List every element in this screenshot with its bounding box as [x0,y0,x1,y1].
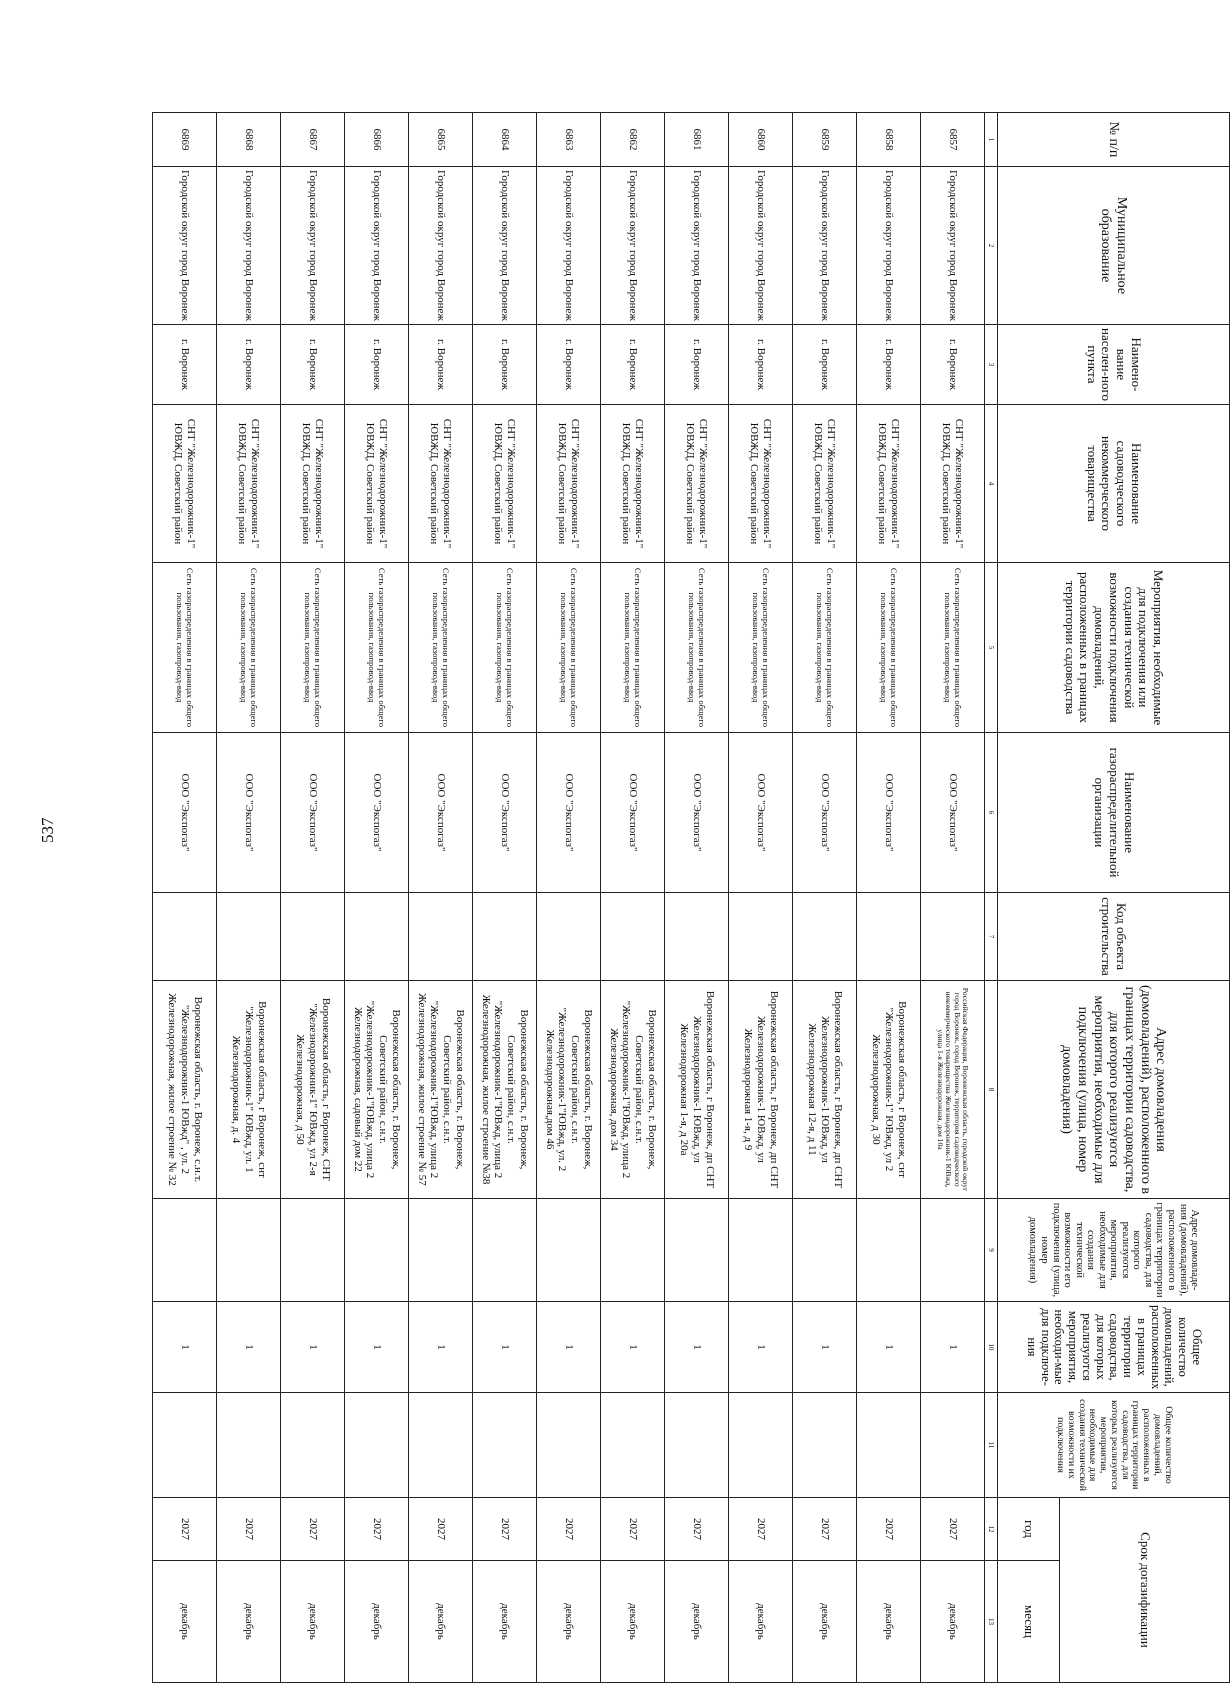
cell-snt: СНТ "Железнодорожник-1" ЮВЖД, Советский район [473,405,537,563]
cell-count: 1 [345,1302,409,1393]
cell-address: Российская Федерация, Воронежская область, городской округ город Воронеж, город Воронеж, территория садоводческого некоммерческого товарищества Железнодорожник-1 ЮВжд, улица 1-я Железнодорожная, дом 10а [921,981,985,1199]
cell-address-tech [921,1199,985,1302]
cell-org: ООО "Экспогаз" [921,733,985,893]
cell-count: 1 [537,1302,601,1393]
cell-org: ООО "Экспогаз" [601,733,665,893]
cell-code [217,893,281,981]
col-number: 2 [985,167,998,325]
table-row [473,113,537,1683]
cell-municipality: Городской округ город Воронеж [217,167,281,325]
cell-address: Воронежская область, г Воронеж, снт "Железнодорожник-1" ЮВжд, ул. 1 Железнодорожная, д. 4 [217,981,281,1199]
table-row [601,113,665,1683]
cell-month: декабрь [537,1561,601,1683]
header-object-code: Код объекта строительства [998,893,1230,981]
cell-count-tech [921,1393,985,1498]
cell-snt: СНТ "Железнодорожник-1" ЮВЖД, Советский район [153,405,217,563]
cell-number: 6860 [729,113,793,167]
cell-month: декабрь [281,1561,345,1683]
cell-event: Сеть газораспределения в границах общего пользования, газопровод-ввод [217,563,281,733]
col-number: 5 [985,563,998,733]
cell-event: Сеть газораспределения в границах общего пользования, газопровод-ввод [409,563,473,733]
cell-number: 6857 [921,113,985,167]
cell-count: 1 [473,1302,537,1393]
cell-number: 6866 [345,113,409,167]
cell-number: 6858 [857,113,921,167]
cell-address: Воронежская область, г. Воронеж, с.н.т. "Железнодорожник-1 ЮВжд" , ул. 2 Железнодорожная, жилое строение № 32 [153,981,217,1199]
rotated-table-container [130,112,1230,1682]
cell-number: 6862 [601,113,665,167]
cell-count-tech [729,1393,793,1498]
cell-year: 2027 [601,1498,665,1561]
cell-municipality: Городской округ город Воронеж [729,167,793,325]
col-number: 7 [985,893,998,981]
header-count-tech: Общее количество домовладений, расположенных в границах территории садоводства, для которых реализуются мероприятия, необходимые для создания технической возможности их подключения [998,1393,1230,1498]
cell-address-tech [345,1199,409,1302]
cell-municipality: Городской округ город Воронеж [793,167,857,325]
cell-count: 1 [857,1302,921,1393]
header-count: Общее количество домовладений, расположенных в границах территории садоводства, для которых реализуются мероприятия, необходи-мые для подключе-ния [998,1302,1230,1393]
cell-code [473,893,537,981]
cell-year: 2027 [537,1498,601,1561]
cell-municipality: Городской округ город Воронеж [473,167,537,325]
cell-count-tech [665,1393,729,1498]
cell-org: ООО "Экспогаз" [153,733,217,893]
cell-snt: СНТ "Железнодорожник-1" ЮВЖД, Советский район [729,405,793,563]
cell-address-tech [729,1199,793,1302]
cell-count: 1 [409,1302,473,1393]
cell-count: 1 [921,1302,985,1393]
cell-month: декабрь [793,1561,857,1683]
cell-month: декабрь [601,1561,665,1683]
cell-event: Сеть газораспределения в границах общего пользования, газопровод-ввод [537,563,601,733]
cell-municipality: Городской округ город Воронеж [537,167,601,325]
cell-year: 2027 [409,1498,473,1561]
table-row [345,113,409,1683]
cell-address-tech [537,1199,601,1302]
cell-org: ООО "Экспогаз" [473,733,537,893]
cell-address: Воронежская область, г Воронеж, дп СНТ Железнодорожник-1 ЮВжд, ул Железнодорожная 1-я, д 20а [665,981,729,1199]
cell-settlement: г. Воронеж [857,325,921,405]
cell-code [793,893,857,981]
cell-event: Сеть газораспределения в границах общего пользования, газопровод-ввод [281,563,345,733]
table-row [537,113,601,1683]
cell-settlement: г. Воронеж [345,325,409,405]
table-row [857,113,921,1683]
cell-year: 2027 [665,1498,729,1561]
cell-address-tech [601,1199,665,1302]
table-row [409,113,473,1683]
cell-municipality: Городской округ город Воронеж [921,167,985,325]
cell-code [409,893,473,981]
cell-month: декабрь [473,1561,537,1683]
cell-settlement: г. Воронеж [665,325,729,405]
page-number: 537 [38,817,57,843]
table-row [153,113,217,1683]
cell-number: 6868 [217,113,281,167]
cell-year: 2027 [729,1498,793,1561]
cell-address: Воронежская область, г. Воронеж, Советский район, с.н.т. "Железнодорожник-1"ЮВжд, ул. 2 Железнодорожная,дом 46 [537,981,601,1199]
cell-address: Воронежская область, г. Воронеж, Советский район, с.н.т. "Железнодорожник-1"ЮВжд, улица 2 Железнодорожная, жилое строение №38 [473,981,537,1199]
cell-count-tech [857,1393,921,1498]
cell-municipality: Городской округ город Воронеж [601,167,665,325]
table-body [153,113,985,1683]
column-numbers-row [985,113,998,1683]
cell-address-tech [473,1199,537,1302]
col-number: 13 [985,1561,998,1683]
cell-month: декабрь [665,1561,729,1683]
cell-count-tech [153,1393,217,1498]
cell-code [665,893,729,981]
header-gas-org: Наименование газораспределительной организации [998,733,1230,893]
cell-count-tech [793,1393,857,1498]
cell-month: декабрь [217,1561,281,1683]
cell-municipality: Городской округ город Воронеж [153,167,217,325]
cell-org: ООО "Экспогаз" [793,733,857,893]
cell-code [153,893,217,981]
cell-org: ООО "Экспогаз" [857,733,921,893]
col-number: 6 [985,733,998,893]
cell-org: ООО "Экспогаз" [217,733,281,893]
cell-municipality: Городской округ город Воронеж [665,167,729,325]
cell-month: декабрь [729,1561,793,1683]
table-row [281,113,345,1683]
cell-snt: СНТ "Железнодорожник-1" ЮВЖД, Советский район [345,405,409,563]
header-year: год [998,1498,1060,1561]
cell-settlement: г. Воронеж [217,325,281,405]
cell-year: 2027 [217,1498,281,1561]
cell-address-tech [665,1199,729,1302]
cell-event: Сеть газораспределения в границах общего пользования, газопровод-ввод [601,563,665,733]
cell-count: 1 [281,1302,345,1393]
cell-year: 2027 [281,1498,345,1561]
cell-event: Сеть газораспределения в границах общего пользования, газопровод-ввод [473,563,537,733]
table-row [793,113,857,1683]
cell-settlement: г. Воронеж [473,325,537,405]
cell-year: 2027 [793,1498,857,1561]
cell-settlement: г. Воронеж [793,325,857,405]
cell-year: 2027 [153,1498,217,1561]
cell-count-tech [601,1393,665,1498]
cell-address-tech [793,1199,857,1302]
cell-address: Воронежская область, г. Воронеж, Советский район, с.н.т. "Железнодорожник-1"ЮВжд, улица 2 Железнодорожная, жилое строение № 57 [409,981,473,1199]
cell-snt: СНТ "Железнодорожник-1" ЮВЖД, Советский район [537,405,601,563]
cell-event: Сеть газораспределения в границах общего пользования, газопровод-ввод [345,563,409,733]
cell-code [729,893,793,981]
cell-code [345,893,409,981]
table-row [729,113,793,1683]
cell-event: Сеть газораспределения в границах общего пользования, газопровод-ввод [729,563,793,733]
cell-org: ООО "Экспогаз" [537,733,601,893]
cell-snt: СНТ "Железнодорожник-1" ЮВЖД, Советский район [921,405,985,563]
cell-snt: СНТ "Железнодорожник-1" ЮВЖД, Советский район [281,405,345,563]
cell-address: Воронежская область, г. Воронеж, Советский район, с.н.т. "Железнодорожник-1"ЮВжд, улица 2 Железнодорожная, дом 34 [601,981,665,1199]
cell-count-tech [217,1393,281,1498]
cell-count: 1 [153,1302,217,1393]
gasification-table [152,112,1230,1683]
cell-number: 6861 [665,113,729,167]
cell-code [921,893,985,981]
cell-code [281,893,345,981]
cell-month: декабрь [921,1561,985,1683]
header-month: месяц [998,1561,1060,1683]
cell-address: Воронежская область, г Воронеж, дп СНТ Железнодорожник-1 ЮВжд, ул Железнодорожная 1-я, д 9 [729,981,793,1199]
cell-address-tech [857,1199,921,1302]
cell-year: 2027 [857,1498,921,1561]
header-address: Адрес домовладения (домовладений), расположенного в границах территории садоводства, для которого реализуются мероприятия, необходимые для подключения (улица, номер домовладения) [998,981,1230,1199]
header-snt-name: Наименование садоводческого некоммерческого товарищества [998,405,1230,563]
cell-count-tech [281,1393,345,1498]
cell-number: 6859 [793,113,857,167]
cell-snt: СНТ "Железнодорожник-1" ЮВЖД, Советский район [857,405,921,563]
cell-address-tech [409,1199,473,1302]
cell-org: ООО "Экспогаз" [409,733,473,893]
cell-year: 2027 [345,1498,409,1561]
header-municipality: Муниципальное образование [998,167,1230,325]
col-number: 12 [985,1498,998,1561]
cell-municipality: Городской округ город Воронеж [281,167,345,325]
cell-number: 6869 [153,113,217,167]
cell-settlement: г. Воронеж [729,325,793,405]
cell-count: 1 [665,1302,729,1393]
cell-month: декабрь [153,1561,217,1683]
cell-count-tech [409,1393,473,1498]
cell-settlement: г. Воронеж [153,325,217,405]
col-number: 4 [985,405,998,563]
table-row [665,113,729,1683]
cell-count: 1 [793,1302,857,1393]
cell-count-tech [473,1393,537,1498]
cell-count: 1 [217,1302,281,1393]
cell-number: 6863 [537,113,601,167]
cell-address: Воронежская область, г Воронеж, дп СНТ Железнодорожник-1 ЮВжд, ул Железнодорожная 12-я, д 11 [793,981,857,1199]
cell-year: 2027 [921,1498,985,1561]
cell-snt: СНТ "Железнодорожник-1" ЮВЖД, Советский район [409,405,473,563]
cell-org: ООО "Экспогаз" [281,733,345,893]
cell-event: Сеть газораспределения в границах общего пользования, газопровод-ввод [665,563,729,733]
cell-snt: СНТ "Железнодорожник-1" ЮВЖД, Советский район [601,405,665,563]
cell-month: декабрь [345,1561,409,1683]
col-number: 8 [985,981,998,1199]
cell-snt: СНТ "Железнодорожник-1" ЮВЖД, Советский район [665,405,729,563]
col-number: 11 [985,1393,998,1498]
cell-code [857,893,921,981]
cell-code [537,893,601,981]
cell-number: 6864 [473,113,537,167]
cell-org: ООО "Экспогаз" [729,733,793,893]
table-row [921,113,985,1683]
cell-org: ООО "Экспогаз" [345,733,409,893]
cell-municipality: Городской округ город Воронеж [345,167,409,325]
cell-address: Воронежская область, г Воронеж, СНТ "Железнодорожник-1" ЮВжд, ул 2-я Железнодорожная, д 50 [281,981,345,1199]
cell-snt: СНТ "Железнодорожник-1" ЮВЖД, Советский район [793,405,857,563]
cell-month: декабрь [409,1561,473,1683]
header-events: Мероприятия, необходимые для подключения или создания технической возможности подключения домовладений, расположенных в границах территории садоводства [998,563,1230,733]
cell-snt: СНТ "Железнодорожник-1" ЮВЖД, Советский район [217,405,281,563]
cell-count-tech [345,1393,409,1498]
header-address-tech: Адрес домовладе-ния (домовладений), расположенного в границах территории садоводства, для которого реализуются мероприятия, необходимые для создания технической возможности его подключения (улица, номер домовладения) [998,1199,1230,1302]
cell-org: ООО "Экспогаз" [665,733,729,893]
cell-address-tech [281,1199,345,1302]
cell-settlement: г. Воронеж [601,325,665,405]
cell-event: Сеть газораспределения в границах общего пользования, газопровод-ввод [153,563,217,733]
cell-settlement: г. Воронеж [281,325,345,405]
cell-municipality: Городской округ город Воронеж [409,167,473,325]
cell-municipality: Городской округ город Воронеж [857,167,921,325]
header-row [1060,113,1230,1683]
cell-year: 2027 [473,1498,537,1561]
cell-address-tech [153,1199,217,1302]
header-settlement: Наимено-вание населен-ного пункта [998,325,1230,405]
cell-count: 1 [729,1302,793,1393]
col-number: 9 [985,1199,998,1302]
cell-address: Воронежская область, г Воронеж, снт "Железнодорожник-1" ЮВжд, ул 2 Железнодорожная, д 30 [857,981,921,1199]
col-number: 3 [985,325,998,405]
cell-code [601,893,665,981]
cell-address: Воронежская область, г. Воронеж, Советский район, с.н.т. "Железнодорожник-1"ЮВжд, улица 2 Железнодорожная, садовый дом 22 [345,981,409,1199]
cell-number: 6865 [409,113,473,167]
cell-settlement: г. Воронеж [409,325,473,405]
col-number: 1 [985,113,998,167]
cell-settlement: г. Воронеж [921,325,985,405]
header-number: № п/п [998,113,1230,167]
cell-number: 6867 [281,113,345,167]
table-row [217,113,281,1683]
cell-count: 1 [601,1302,665,1393]
cell-month: декабрь [857,1561,921,1683]
col-number: 10 [985,1302,998,1393]
cell-event: Сеть газораспределения в границах общего пользования, газопровод-ввод [793,563,857,733]
cell-address-tech [217,1199,281,1302]
cell-event: Сеть газораспределения в границах общего пользования, газопровод-ввод [921,563,985,733]
header-term: Срок догазификации [1060,1498,1230,1683]
cell-settlement: г. Воронеж [537,325,601,405]
cell-event: Сеть газораспределения в границах общего пользования, газопровод-ввод [857,563,921,733]
cell-count-tech [537,1393,601,1498]
